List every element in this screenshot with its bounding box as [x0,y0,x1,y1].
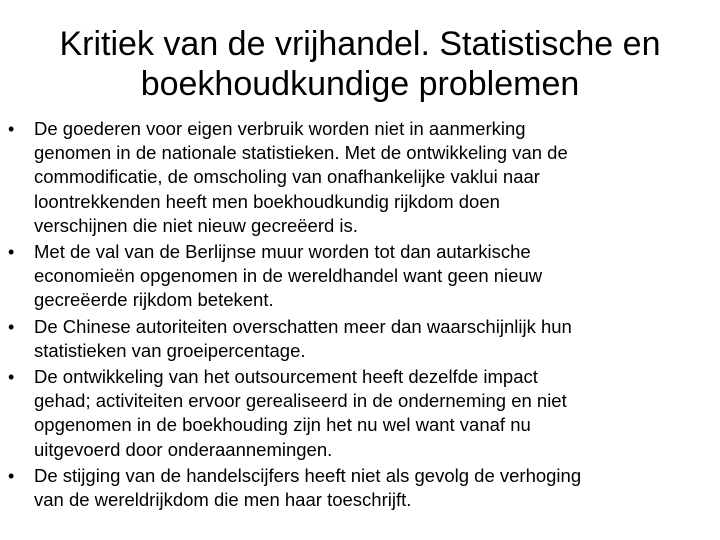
title-line-2: boekhoudkundige problemen [140,65,580,103]
bullet-item [0,365,720,462]
bullet-text-line: gecreëerde rijkdom betekent. [34,289,274,311]
bullet-text-line: De ontwikkeling van het outsourcement heeft dezelfde impact [34,366,538,388]
bullet-text-line: De stijging van de handelscijfers heeft niet als gevolg de verhoging [34,464,582,486]
bullet-text-line: opgenomen in de boekhouding zijn het nu wel want vanaf nu [34,414,531,436]
bullet-marker: • [8,316,15,337]
slide-title [20,24,700,104]
title-line-1: Kritiek van de vrijhandel. Statistische en [59,25,661,63]
bullet-marker: • [8,367,15,388]
bullet-text-line: economieën opgenomen in de wereldhandel want geen nieuw [34,265,543,287]
bullet-text-line: commodificatie, de omscholing van onafhankelijke vaklui naar [34,166,540,188]
bullet-text-line: verschijnen die niet nieuw gecreëerd is. [34,214,358,236]
bullet-item [0,315,720,363]
bullet-item [0,240,720,313]
bullet-text-line: gehad; activiteiten ervoor gerealiseerd in de onderneming en niet [34,390,567,412]
bullet-item [0,464,720,512]
bullet-marker: • [8,242,15,263]
bullet-text-line: statistieken van groeipercentage. [34,339,306,361]
bullet-text-line: De Chinese autoriteiten overschatten meer dan waarschijnlijk hun [34,315,572,337]
bullet-marker: • [8,465,15,486]
bullet-text-line: De goederen voor eigen verbruik worden niet in aanmerking [34,118,526,139]
bullet-list [0,117,720,514]
bullet-marker: • [8,119,15,139]
bullet-text-line: Met de val van de Berlijnse muur worden tot dan autarkische [34,241,531,263]
bullet-text-line: van de wereldrijkdom die men haar toeschrijft. [34,489,412,511]
bullet-text-line: uitgevoerd door onderaannemingen. [34,438,333,460]
bullet-item [0,117,720,238]
bullet-text-line: loontrekkenden heeft men boekhoudkundig rijkdom doen [34,190,500,212]
bullet-text-line: genomen in de nationale statistieken. Met de ontwikkeling van de [34,142,568,164]
